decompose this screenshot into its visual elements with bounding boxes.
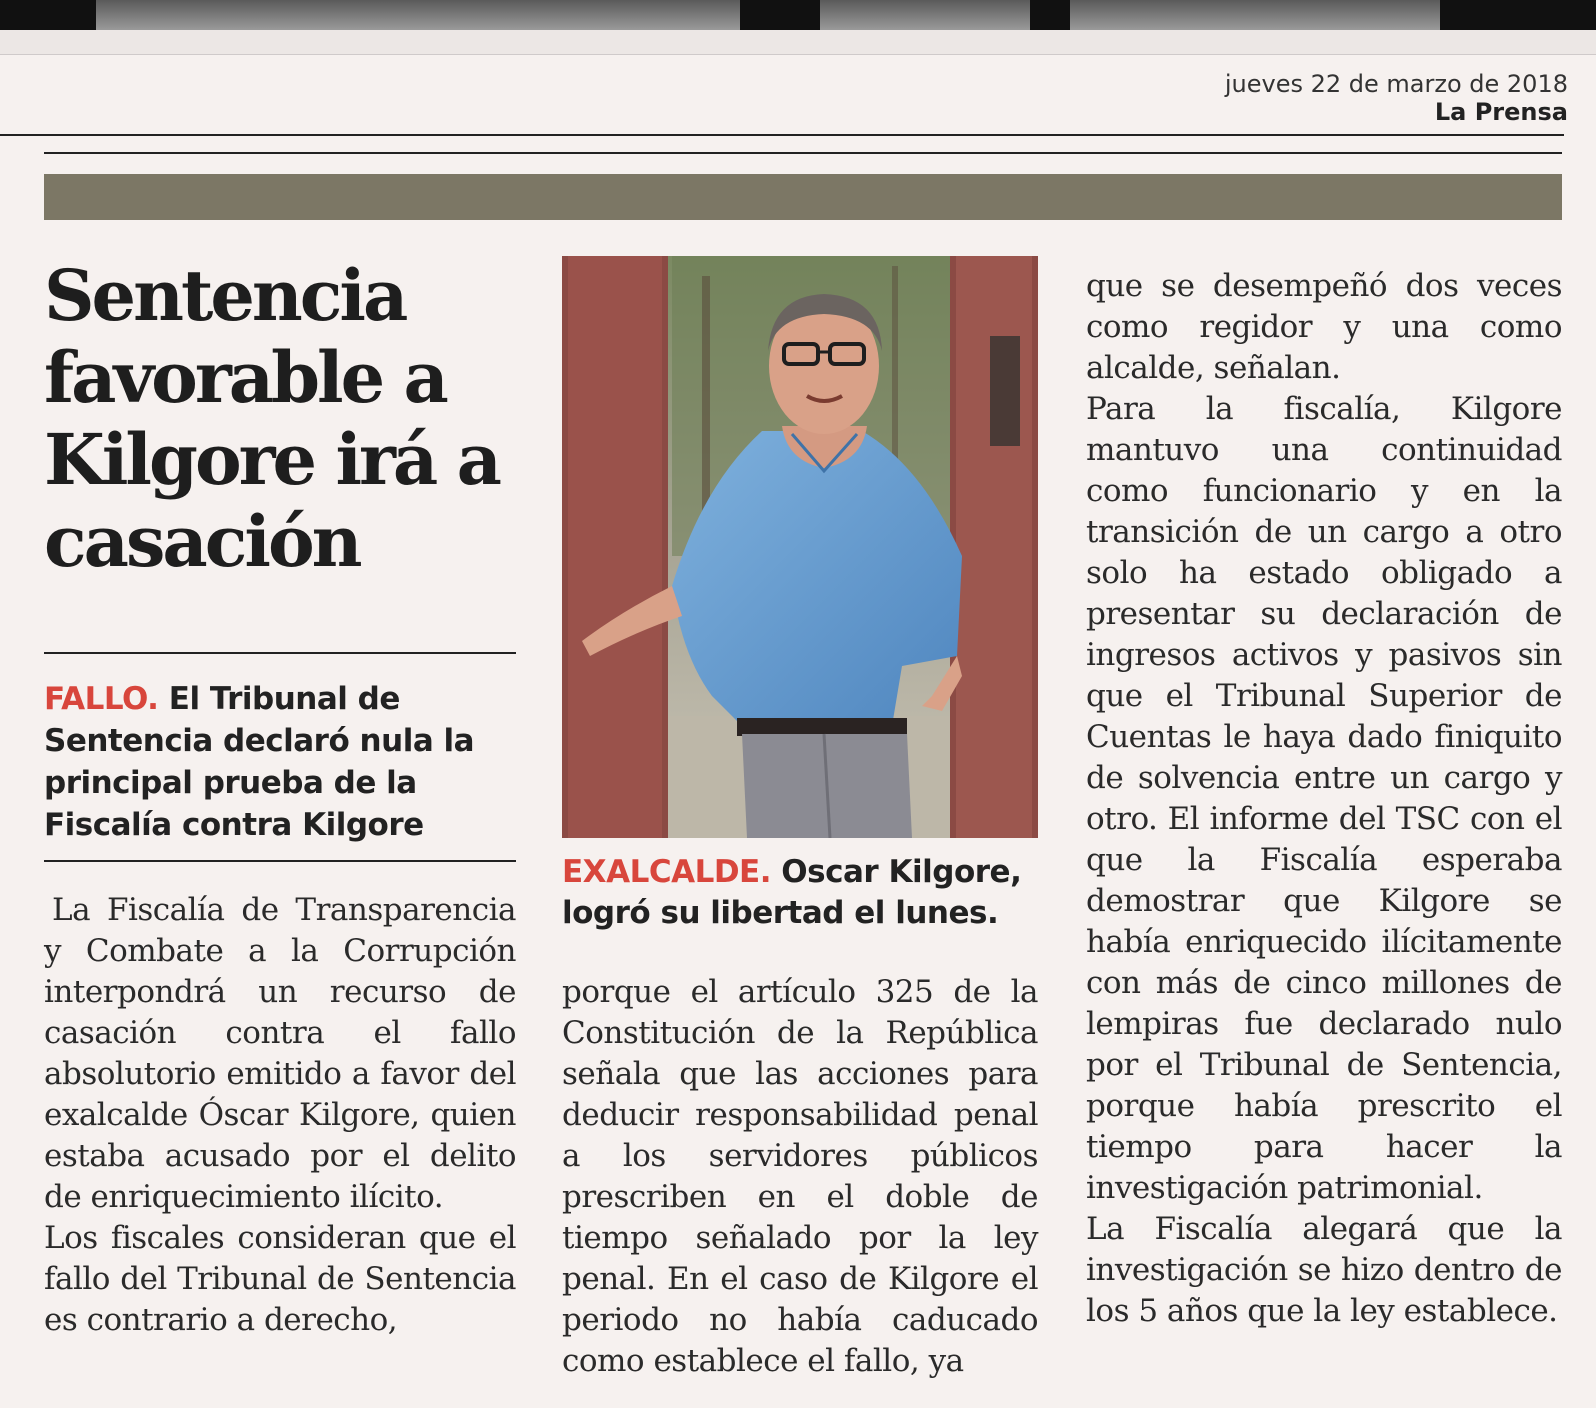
paragraph: porque el artículo 325 de la Constitución de la República señala que las acciones para deducir responsabilidad penal a los servidores públicos prescriben en el doble de tiempo señalado por la ley penal. En el caso de Kilgore el periodo no había caducado como establece el fallo, ya: [562, 974, 1038, 1379]
photo-image: [562, 256, 1038, 838]
column-3: [1086, 266, 1562, 1332]
deck-rule-top: [44, 652, 516, 654]
paragraph: Los fiscales consideran que el fallo del Tribunal de Sentencia es contrario a derecho,: [44, 1220, 516, 1338]
deck-text: El Tribunal de Sentencia declaró nula la principal prueba de la Fiscalía contra Kilgore: [44, 681, 475, 843]
paragraph: La Fiscalía alegará que la investigación se hizo dentro de los 5 años que la ley establece.: [1086, 1211, 1562, 1329]
caption-kicker: EXALCALDE.: [562, 854, 772, 890]
paragraph: Para la fiscalía, Kilgore mantuvo una continuidad como funcionario y en la transición de un cargo a otro solo ha estado obligado a presentar su declaración de ingresos activos y pasivos sin que el Tribunal Superior de Cuentas le haya dado finiquito de solvencia entre un cargo y otro. El informe del TSC con el que la Fiscalía esperaba demostrar que Kilgore se había enriquecido ilícitamente con más de cinco millones de lempiras fue declarado nulo por el Tribunal de Sentencia, porque había prescrito el tiempo para hacer la investigación patrimonial.: [1086, 391, 1562, 1206]
header-rule-top: [0, 134, 1564, 136]
scan-paper-edge: [0, 30, 1596, 55]
column-2: [562, 972, 1038, 1382]
paragraph: La Fiscalía de Transparencia y Combate a la Corrupción interpondrá un recurso de casación contra el fallo absolutorio emitido a favor del exalcalde Óscar Kilgore, quien estaba acusado por el delito de enriquecimiento ilícito.: [44, 892, 516, 1215]
article-photo: [562, 256, 1038, 838]
deck-kicker: FALLO.: [44, 681, 159, 717]
paragraph: que se desempeñó dos veces como regidor y una como alcalde, señalan.: [1086, 268, 1562, 386]
newspaper-name: La Prensa: [1434, 98, 1568, 126]
scan-top-edge: [0, 0, 1596, 30]
caption-text: Oscar Kilgore, logró su libertad el lunes.: [562, 854, 1022, 931]
column-1: [44, 890, 516, 1341]
deck-rule-bottom: [44, 860, 516, 862]
article-headline: Sentencia favorable a Kilgore irá a casación: [44, 254, 499, 583]
section-banner: [44, 174, 1562, 220]
photo-caption: [562, 852, 1038, 934]
publication-date: jueves 22 de marzo de 2018: [1224, 70, 1568, 98]
article-deck: [44, 678, 524, 846]
header-rule-bottom: [44, 152, 1562, 154]
